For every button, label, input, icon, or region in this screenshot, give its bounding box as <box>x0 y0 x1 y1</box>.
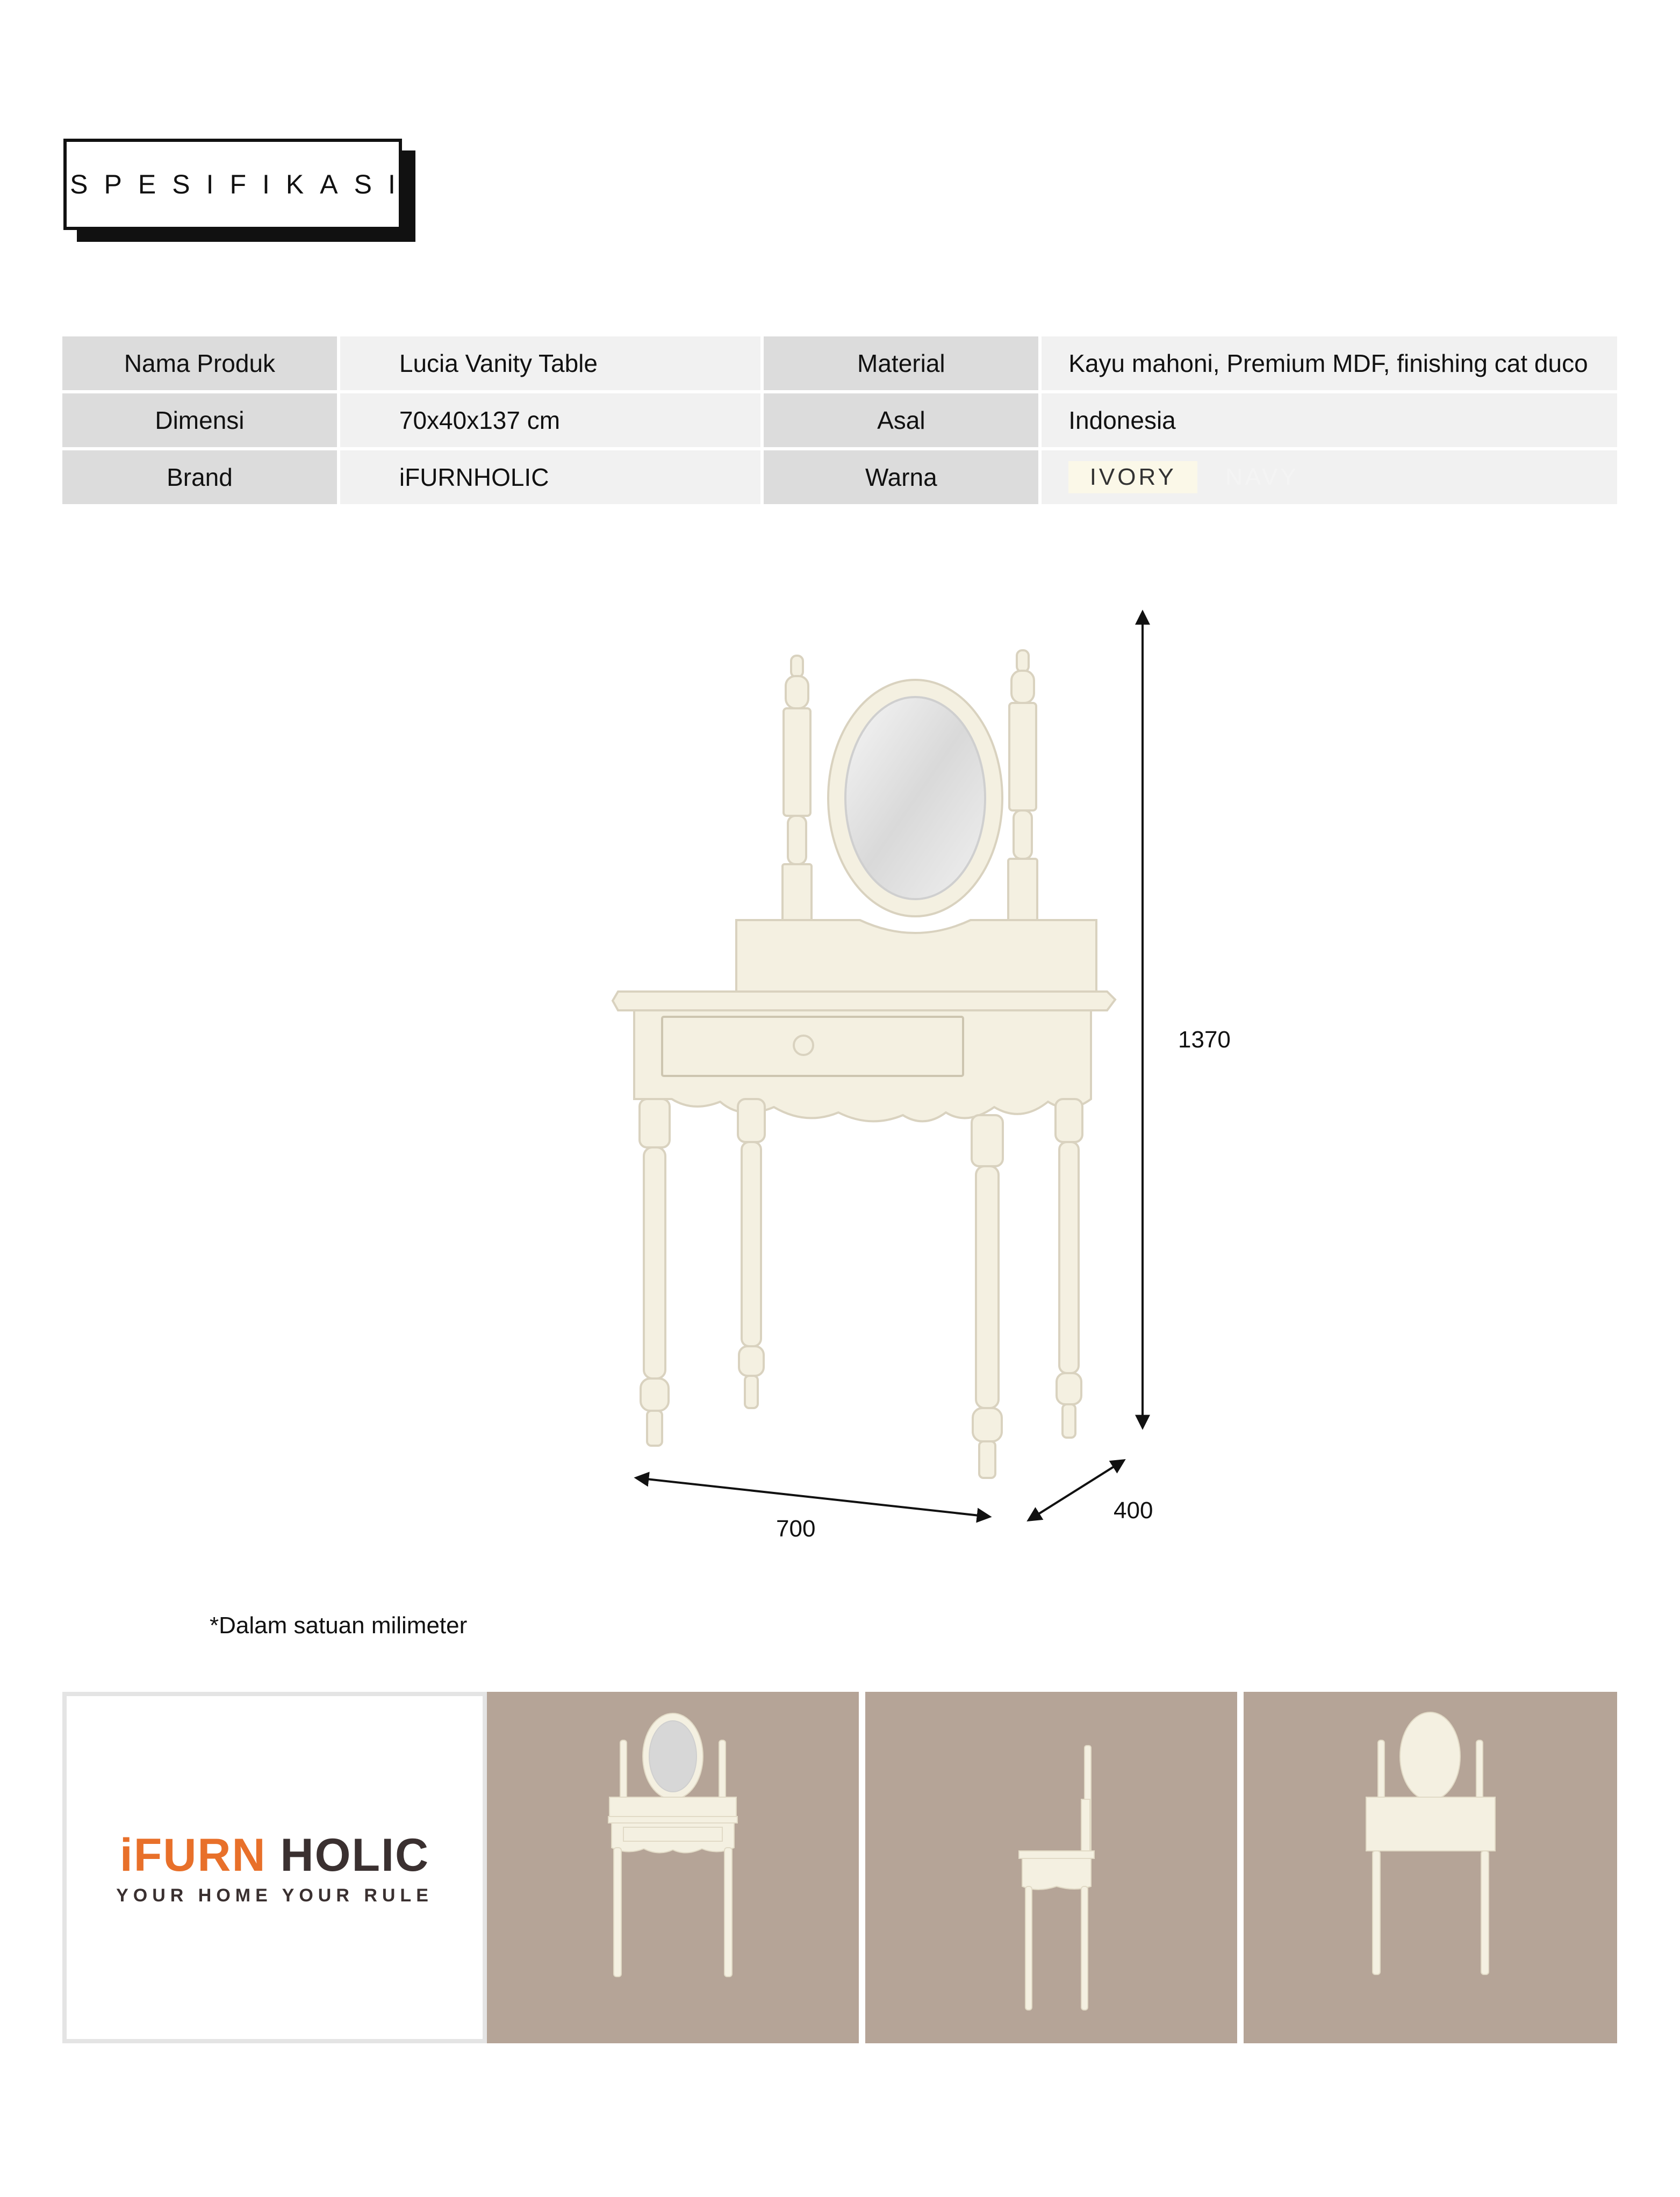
leg-back-left <box>738 1099 765 1408</box>
drawer-knob <box>794 1036 813 1055</box>
spec-label: Warna <box>764 450 1038 504</box>
spec-label: Brand <box>62 450 337 504</box>
height-dimension-label: 1370 <box>1178 1026 1231 1053</box>
mirror-post-left <box>782 656 812 923</box>
color-chip-navy[interactable]: NAVY <box>1225 464 1299 490</box>
color-chip-ivory[interactable]: IVORY <box>1068 461 1197 493</box>
leg-front-left <box>640 1099 670 1446</box>
spec-value: iFURNHOLIC <box>340 450 761 504</box>
front-view-image <box>487 1692 859 2043</box>
spec-value: 70x40x137 cm <box>340 393 761 447</box>
unit-note: *Dalam satuan milimeter <box>210 1612 468 1639</box>
back-panel <box>736 920 1096 992</box>
spec-value: Kayu mahoni, Premium MDF, finishing cat duco <box>1042 336 1617 390</box>
mirror-post-right <box>1008 650 1037 924</box>
mirror-glass <box>845 697 985 899</box>
page-title: SPESIFIKASI <box>63 139 402 230</box>
logo-tagline: YOUR HOME YOUR RULE <box>116 1885 433 1906</box>
vanity-table-illustration <box>613 650 1115 1478</box>
side-view-image <box>865 1692 1237 2043</box>
back-view-image <box>1244 1692 1617 2043</box>
spec-value: Lucia Vanity Table <box>340 336 761 390</box>
leg-front-right <box>972 1115 1003 1478</box>
spec-label: Material <box>764 336 1038 390</box>
spec-label: Nama Produk <box>62 336 337 390</box>
product-view-side[interactable] <box>865 1692 1237 2043</box>
depth-dimension-label: 400 <box>1114 1497 1153 1524</box>
logo-part-a: iFURN <box>119 1829 267 1881</box>
product-view-front[interactable] <box>487 1692 859 2043</box>
depth-dimension-line <box>1029 1461 1123 1520</box>
width-dimension-line <box>637 1478 989 1517</box>
spec-label: Dimensi <box>62 393 337 447</box>
brand-logo-panel <box>62 1692 487 2043</box>
width-dimension-label: 700 <box>776 1516 816 1542</box>
tabletop <box>613 992 1115 1010</box>
spec-label: Asal <box>764 393 1038 447</box>
leg-back-right <box>1056 1099 1082 1438</box>
brand-logo <box>120 1829 429 1882</box>
spec-value: Indonesia <box>1042 393 1617 447</box>
logo-part-b: HOLIC <box>280 1829 430 1881</box>
product-view-back[interactable] <box>1244 1692 1617 2043</box>
